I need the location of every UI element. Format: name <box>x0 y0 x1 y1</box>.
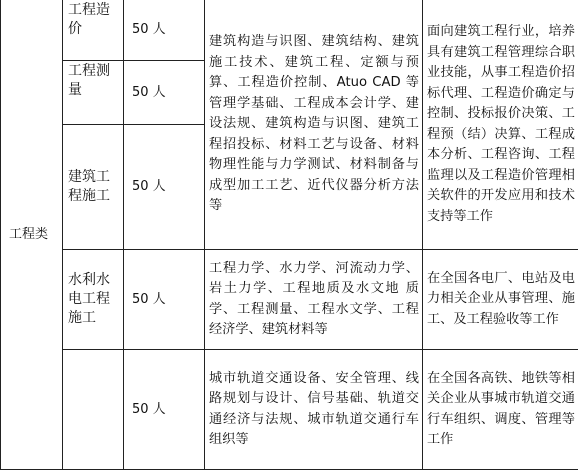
courses-cell: 工程力学、水力学、河流动力学、岩土力学、工程地质及水文地 质学、工程测量、工程水文学、工程经济学、建筑材料等 <box>205 250 423 350</box>
major-cell: 工程造价 <box>63 0 124 61</box>
enrollment-cell: 50 人 <box>124 0 205 61</box>
enrollment-cell: 50 人 <box>124 125 205 250</box>
major-cell: 工程测量 <box>63 61 124 125</box>
enrollment-cell: 50 人 <box>124 350 205 470</box>
enrollment-cell: 50 人 <box>124 61 205 125</box>
courses-cell: 城市轨道交通设备、安全管理、线路规划与设计、信号基础、轨道交通经济与法规、城市轨道交通行车组织等 <box>205 350 423 470</box>
courses-cell: 建筑构造与识图、建筑结构、建筑施工技术、建筑工程、定额与预算、工程造价控制、Atuo CAD 等管理学基础、工程成本会计学、建设法规、建筑构造与识图、建筑工程招投标、材料工艺与设备、材料物理性能与力学测试、材料制备与成型加工工艺、近代仪器分析方法等 <box>205 0 423 250</box>
careers-cell: 在全国各电厂、电站及电力相关企业从事管理、施工、及工程验收等工作 <box>423 250 578 350</box>
enrollment-cell: 50 人 <box>124 250 205 350</box>
careers-cell: 面向建筑工程行业，培养具有建筑工程管理综合职业技能，从事工程造价招标代理、工程造价确定与控制、投标报价决策、工程预（结）决算、工程成本分析、工程咨询、工程监理以及工程造价管理相关软件的开发应用和技术支持等工作 <box>423 0 578 250</box>
table-row <box>1 0 578 61</box>
table-row <box>1 250 578 350</box>
table-row <box>1 350 578 470</box>
major-cell <box>63 350 124 470</box>
major-cell: 建筑工程施工 <box>63 125 124 250</box>
major-cell: 水利水电工程施工 <box>63 250 124 350</box>
careers-cell: 在全国各高铁、地铁等相关企业从事城市轨道交通行车组织、调度、管理等工作 <box>423 350 578 470</box>
category-cell: 工程类 <box>1 0 63 470</box>
